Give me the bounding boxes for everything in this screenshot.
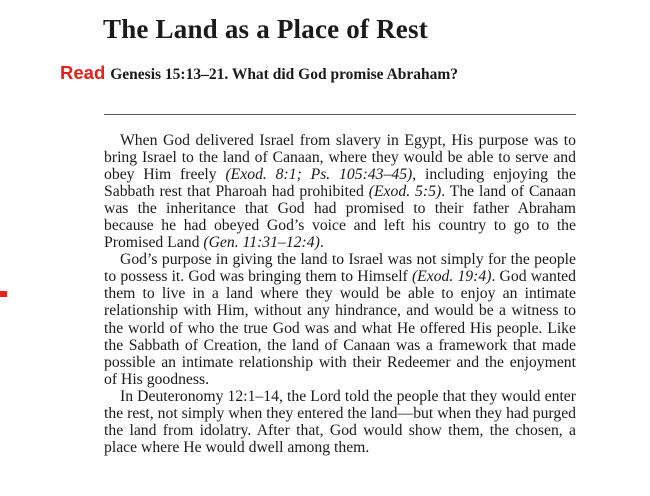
paragraph <box>104 251 576 387</box>
scripture-reference: (Exod. 8:1; Ps. 105:43–45) <box>225 166 413 184</box>
text-run: In Deuteronomy 12:1–14, the Lord told the people that they would enter the rest, not simply when they entered the land—but when they had purged the land from idolatry. After that, God would show them, the chosen, a place where He would dwell among them. <box>104 387 576 456</box>
lesson-title: The Land as a Place of Rest <box>103 14 428 44</box>
text-run: God’s purpose in giving the land to Israel was not simply for the people to possess it. God was bringing them to Himself <box>104 251 576 286</box>
question-text: Genesis 15:13–21. What did God promise Abraham? <box>110 66 459 83</box>
answer-line[interactable] <box>104 114 576 115</box>
scripture-reference: (Exod. 5:5) <box>368 183 442 201</box>
scripture-reference: (Exod. 19:4) <box>411 268 492 286</box>
text-run: When God delivered Israel from slavery in Egypt, His purpose was to bring Israel to the land of Canaan, where they would be able to serve and obey Him freely <box>104 132 576 184</box>
paragraph <box>104 388 576 456</box>
reading-question <box>60 62 458 84</box>
scripture-reference: (Gen. 11:31–12:4) <box>203 234 320 252</box>
text-run: , including enjoying the Sabbath rest that Pharoah had prohibited <box>104 166 576 201</box>
text-run: . The land of Canaan was the inheritance that God had promised to their father Abraham because he had obeyed God’s voice and left his country to go to the Promised Land <box>104 183 576 252</box>
body-text <box>104 132 576 456</box>
read-label: Read <box>60 62 106 83</box>
paragraph <box>104 132 576 251</box>
text-run: . God wanted them to live in a land where they would be able to enjoy an intimate relationship with Him, without any hindrance, and would be a witness to the world of who the true God was and what He offered His people. Like the Sabbath of Creation, the land of Canaan was a framework that made possible an intimate relationship with their Redeemer and the enjoyment of His goodness. <box>104 268 576 388</box>
margin-marker <box>0 291 7 297</box>
text-run: . <box>319 234 324 252</box>
